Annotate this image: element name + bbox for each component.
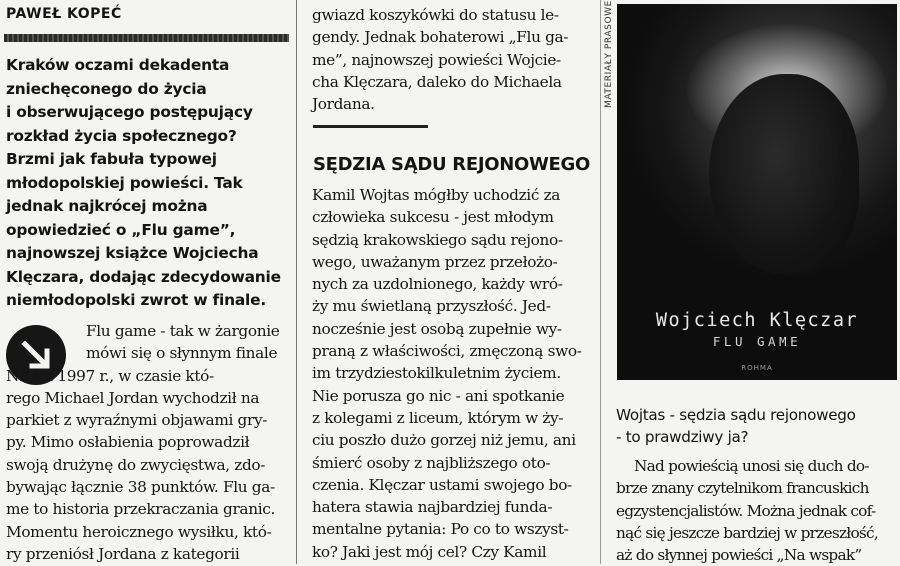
show-through-text <box>150 4 155 26</box>
body-line: nocześnie jest osobą zupełnie wy- <box>312 319 562 338</box>
lead-line: niemłodopolski zwrot w finale. <box>6 291 266 309</box>
column-2-body <box>312 184 594 563</box>
body-line: czenia. Klęczar ustami swojego bo- <box>312 475 572 494</box>
column-divider <box>600 0 601 564</box>
body-line: me”, najnowszej powieści Wojcie- <box>312 50 561 69</box>
body-line: nych za uzdolnionego, każdy wró- <box>312 275 563 294</box>
photo-credit-text: MATERIAŁY PRASOWE <box>604 0 614 108</box>
body-line: me to historia przekraczania granic. <box>6 500 275 519</box>
body-line: parkiet z wyraźnymi objawami gry- <box>6 411 268 430</box>
lead-line: rozkład życia społecznego? <box>6 126 237 145</box>
section-heading: SĘDZIA SĄDU REJONOWEGO <box>313 154 591 175</box>
lead-line: najnowszej książce Wojciecha <box>6 244 259 262</box>
body-line: mówi się o słynnym finale <box>86 344 278 363</box>
cover-author: Wojciech Klęczar <box>655 310 859 331</box>
cover-title: FLU GAME <box>712 334 802 349</box>
column-3-body <box>616 455 900 566</box>
body-line: Nie porusza go nic - ani spotkanie <box>312 386 565 405</box>
image-caption <box>616 404 900 448</box>
caption-line: Wojtas - sędzia sądu rejonowego <box>616 406 856 424</box>
body-line: człowieka sukcesu - jest młodym <box>312 208 554 227</box>
caption-line: - to prawdziwy ja? <box>616 428 749 446</box>
body-line: ciu poszło dużo gorzej niż jemu, ani <box>312 431 576 450</box>
column-divider <box>296 0 297 564</box>
lead-line: zniechęconego do życia <box>6 79 207 98</box>
column-2-intro <box>312 4 594 115</box>
lead-line: Klęczara, dodając zdecydowanie <box>6 267 281 286</box>
photo-credit <box>604 0 616 108</box>
body-line: sędzią krakowskiego sądu rejono- <box>312 230 563 249</box>
body-line: swoją drużynę do zwycięstwa, zdo- <box>6 455 266 474</box>
lead-line: młodopolskiej powieści. Tak <box>6 173 243 192</box>
lead-line: Brzmi jak fabuła typowej <box>6 150 217 168</box>
lead-paragraph <box>6 54 288 313</box>
body-line: bywając łącznie 38 punktów. Flu ga- <box>6 478 275 497</box>
body-line: ży mu świetlaną przyszłość. Jed- <box>312 297 551 316</box>
body-line: egzystencjalistów. Można jednak cof- <box>616 501 876 520</box>
lead-line: Kraków oczami dekadenta <box>6 56 230 74</box>
book-cover-image <box>617 4 897 380</box>
body-line: gendy. Jednak bohaterowi „Flu ga- <box>312 28 569 47</box>
body-line: aż do słynnej powieści „Na wspak” <box>616 546 862 565</box>
body-line: cha Klęczara, daleko do Michaela <box>312 72 562 91</box>
body-line: Flu game - tak w żargonie <box>86 322 280 340</box>
body-line: rego Michael Jordan wychodził na <box>6 388 260 407</box>
column-1-body <box>6 320 290 565</box>
section-rule <box>313 125 428 128</box>
cover-silhouette <box>709 74 859 274</box>
author-byline: PAWEŁ KOPEĆ <box>6 6 122 22</box>
body-line: ko? Jaki jest mój cel? Czy Kamil <box>312 542 547 561</box>
body-line: Jordana. <box>312 95 375 114</box>
body-line: praną z właściwości, zmęczoną swo- <box>312 342 582 361</box>
body-line: Nad powieścią unosi się duch do- <box>634 457 869 475</box>
lead-line: i obserwującego postępujący <box>6 103 253 121</box>
body-line: Momentu heroicznego wysiłku, któ- <box>6 522 272 541</box>
body-line: nąć się jeszcze bardziej w przeszłość, <box>616 523 878 542</box>
body-line: Kamil Wojtas mógłby uchodzić za <box>312 186 561 204</box>
lead-line: jednak najkrócej można <box>6 197 208 215</box>
body-line: hatera stawia najbardziej funda- <box>312 498 553 517</box>
body-line: śmierć osoby z najbliższego oto- <box>312 453 551 472</box>
body-line: NBA z 1997 r., w czasie któ- <box>6 366 214 385</box>
cover-publisher: ROHMA <box>741 364 773 372</box>
body-line: ry przeniósł Jordana z kategorii <box>6 544 240 563</box>
body-line: wego, uważanym przez przełożo- <box>312 252 558 271</box>
body-line: mentalne pytania: Po co to wszyst- <box>312 520 569 539</box>
body-line: gwiazd koszykówki do statusu le- <box>312 6 559 24</box>
body-line: im trzydziestokilkuletnim życiem. <box>312 364 561 383</box>
lead-line: opowiedzieć o „Flu game”, <box>6 220 236 239</box>
byline-rule <box>4 34 289 42</box>
body-line: brze znany czytelnikom francuskich <box>616 479 869 498</box>
body-line: py. Mimo osłabienia poprowadził <box>6 433 250 452</box>
body-line: z kolegami z liceum, którym w ży- <box>312 408 564 427</box>
